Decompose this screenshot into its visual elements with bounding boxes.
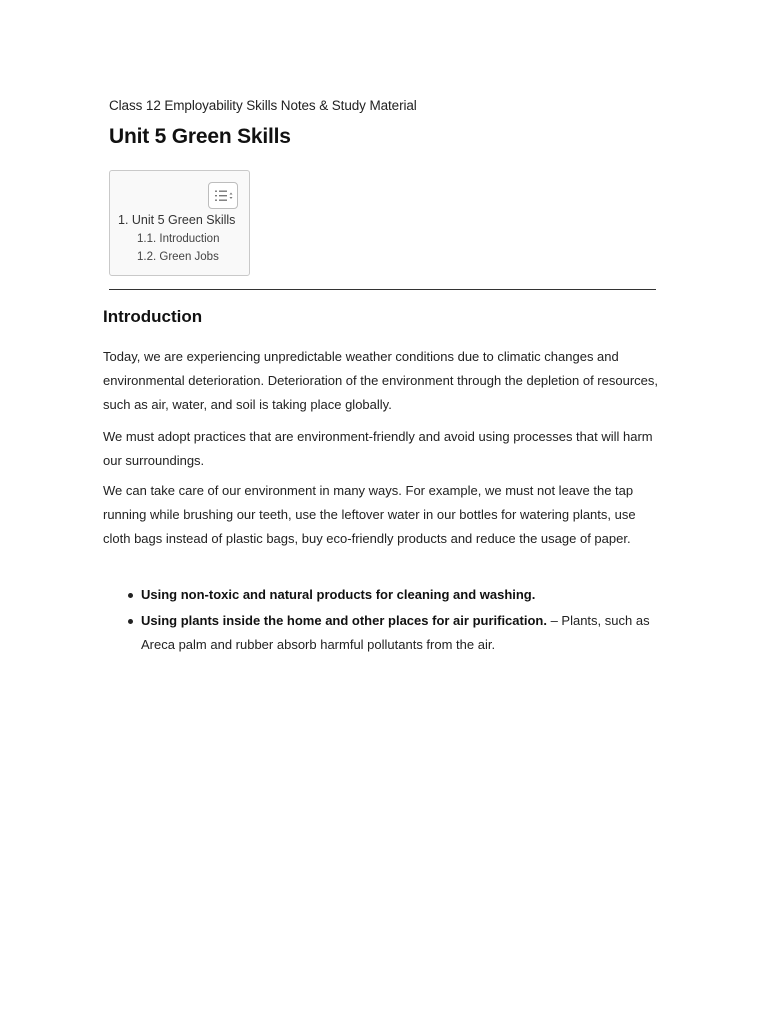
paragraph: Today, we are experiencing unpredictable weather conditions due to climatic changes and environmental deterioration. Deterioration of the environment through the depletion of resources, such as air, water, and soil is taking place globally. [103, 349, 658, 412]
paragraph: We can take care of our environment in many ways. For example, we must not leave the tap running while brushing our teeth, use the leftover water in our bottles for watering plants, use cloth bags instead of plastic bags, buy eco-friendly products and reduce the usage of paper. [103, 483, 636, 546]
section-heading: Introduction [103, 307, 203, 326]
list-item [103, 583, 663, 607]
list-item-bold: Using non-toxic and natural products for cleaning and washing. [141, 587, 536, 602]
toc-toggle-button[interactable] [208, 182, 238, 209]
toc-link-green-jobs[interactable]: 1.2. Green Jobs [137, 251, 219, 263]
paragraph: We must adopt practices that are environment-friendly and avoid using processes that will harm our surroundings. [103, 429, 653, 468]
toc-link-unit-5[interactable]: 1. Unit 5 Green Skills [118, 213, 236, 227]
bullet-icon [128, 619, 133, 624]
list-item-text: – Plants, such as Areca palm and rubber absorb harmful pollutants from the air. [141, 613, 650, 652]
section-divider [109, 289, 656, 290]
toc-link-introduction[interactable]: 1.1. Introduction [137, 233, 220, 245]
list-toggle-icon [214, 189, 234, 203]
list-item-bold: Using plants inside the home and other places for air purification. [141, 613, 547, 628]
bullet-icon [128, 593, 133, 598]
page-title: Unit 5 Green Skills [109, 125, 291, 148]
list-item [103, 609, 663, 657]
category-label: Class 12 Employability Skills Notes & Study Material [109, 98, 417, 113]
table-of-contents [109, 170, 250, 276]
bullet-list [103, 583, 663, 659]
